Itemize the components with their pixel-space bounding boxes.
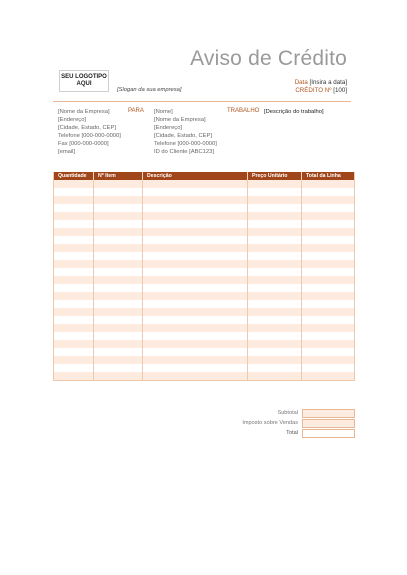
description-cell[interactable]: [143, 268, 248, 276]
sender-city: [Cidade, Estado, CEP]: [58, 125, 117, 131]
totals-block: [53, 409, 355, 439]
unit-price-cell[interactable]: [248, 196, 302, 204]
date-line: [295, 79, 347, 87]
item-number-cell[interactable]: [94, 228, 143, 236]
sender-block: [58, 108, 121, 156]
header-description: Descrição: [143, 172, 248, 180]
item-number-cell[interactable]: [94, 348, 143, 356]
credit-number-line: [295, 87, 347, 95]
item-number-cell[interactable]: [94, 332, 143, 340]
quantity-cell[interactable]: [54, 236, 94, 244]
quantity-cell[interactable]: [54, 284, 94, 292]
unit-price-cell[interactable]: [248, 292, 302, 300]
description-cell[interactable]: [143, 252, 248, 260]
line-total-cell[interactable]: [302, 204, 355, 212]
description-cell[interactable]: [143, 364, 248, 372]
description-cell[interactable]: [143, 228, 248, 236]
quantity-cell[interactable]: [54, 180, 94, 188]
quantity-cell[interactable]: [54, 228, 94, 236]
table-row: [54, 324, 355, 332]
tax-label: Imposto sobre Vendas: [242, 420, 298, 426]
line-total-cell[interactable]: [302, 340, 355, 348]
item-number-cell[interactable]: [94, 180, 143, 188]
table-row: [54, 244, 355, 252]
header-quantity: Quantidade: [54, 172, 94, 180]
item-number-cell[interactable]: [94, 372, 143, 381]
sender-address: [Endereço]: [58, 117, 87, 123]
recipient-block: [154, 108, 217, 156]
description-cell[interactable]: [143, 236, 248, 244]
line-items-table: [53, 172, 355, 381]
unit-price-cell[interactable]: [248, 276, 302, 284]
quantity-cell[interactable]: [54, 332, 94, 340]
line-total-cell[interactable]: [302, 276, 355, 284]
unit-price-cell[interactable]: [248, 236, 302, 244]
logo-placeholder: [59, 70, 109, 92]
sender-fax: Fax [000-000-0000]: [58, 141, 109, 147]
table-header-row: [54, 172, 355, 180]
unit-price-cell[interactable]: [248, 268, 302, 276]
logo-line-2: AQUI: [76, 81, 92, 87]
table-row: [54, 348, 355, 356]
unit-price-cell[interactable]: [248, 300, 302, 308]
description-cell[interactable]: [143, 188, 248, 196]
table-row: [54, 308, 355, 316]
recipient-phone: Telefone [000-000-0000]: [154, 141, 217, 147]
job-description: [Descrição do trabalho]: [264, 109, 324, 115]
quantity-cell[interactable]: [54, 204, 94, 212]
recipient-name: [Nome]: [154, 109, 173, 115]
table-row: [54, 180, 355, 188]
table-row: [54, 316, 355, 324]
table-row: [54, 204, 355, 212]
table-row: [54, 228, 355, 236]
table-row: [54, 300, 355, 308]
quantity-cell[interactable]: [54, 260, 94, 268]
line-total-cell[interactable]: [302, 292, 355, 300]
line-total-cell[interactable]: [302, 268, 355, 276]
unit-price-cell[interactable]: [248, 204, 302, 212]
quantity-cell[interactable]: [54, 348, 94, 356]
description-cell[interactable]: [143, 324, 248, 332]
unit-price-cell[interactable]: [248, 252, 302, 260]
quantity-cell[interactable]: [54, 196, 94, 204]
description-cell[interactable]: [143, 284, 248, 292]
unit-price-cell[interactable]: [248, 340, 302, 348]
unit-price-cell[interactable]: [248, 348, 302, 356]
total-label: Total: [286, 430, 298, 436]
table-row: [54, 364, 355, 372]
description-cell[interactable]: [143, 196, 248, 204]
description-cell[interactable]: [143, 180, 248, 188]
unit-price-cell[interactable]: [248, 284, 302, 292]
header-item-number: Nº Item: [94, 172, 143, 180]
to-label: PARA: [128, 108, 144, 114]
description-cell[interactable]: [143, 332, 248, 340]
item-number-cell[interactable]: [94, 292, 143, 300]
quantity-cell[interactable]: [54, 316, 94, 324]
recipient-address: [Endereço]: [154, 125, 183, 131]
description-cell[interactable]: [143, 340, 248, 348]
description-cell[interactable]: [143, 276, 248, 284]
line-total-cell[interactable]: [302, 316, 355, 324]
subtotal-label: Subtotal: [277, 410, 298, 416]
job-label: TRABALHO: [227, 108, 260, 114]
document-meta: [295, 79, 347, 94]
table-body: [54, 180, 355, 381]
credit-number-value: [100]: [333, 86, 347, 94]
table-row: [54, 220, 355, 228]
table-row: [54, 212, 355, 220]
credit-number-label: CRÉDITO Nº: [295, 86, 332, 94]
quantity-cell[interactable]: [54, 300, 94, 308]
header-line-total: Total da Linha: [302, 172, 355, 180]
tax-row: [53, 419, 355, 429]
unit-price-cell[interactable]: [248, 316, 302, 324]
description-cell[interactable]: [143, 292, 248, 300]
quantity-cell[interactable]: [54, 372, 94, 381]
header-divider: [53, 101, 351, 102]
item-number-cell[interactable]: [94, 324, 143, 332]
sender-company: [Nome da Empresa]: [58, 109, 110, 115]
line-total-cell[interactable]: [302, 356, 355, 364]
sender-email: [email]: [58, 149, 76, 155]
table-row: [54, 356, 355, 364]
item-number-cell[interactable]: [94, 204, 143, 212]
subtotal-row: [53, 409, 355, 419]
table-row: [54, 284, 355, 292]
line-total-cell[interactable]: [302, 220, 355, 228]
item-number-cell[interactable]: [94, 252, 143, 260]
quantity-cell[interactable]: [54, 268, 94, 276]
unit-price-cell[interactable]: [248, 260, 302, 268]
unit-price-cell[interactable]: [248, 372, 302, 381]
date-value: [Insira a data]: [309, 79, 347, 86]
unit-price-cell[interactable]: [248, 220, 302, 228]
table-row: [54, 372, 355, 381]
unit-price-cell[interactable]: [248, 212, 302, 220]
line-total-cell[interactable]: [302, 332, 355, 340]
item-number-cell[interactable]: [94, 260, 143, 268]
line-total-cell[interactable]: [302, 212, 355, 220]
header-unit-price: Preço Unitário: [248, 172, 302, 180]
item-number-cell[interactable]: [94, 220, 143, 228]
quantity-cell[interactable]: [54, 364, 94, 372]
item-number-cell[interactable]: [94, 212, 143, 220]
quantity-cell[interactable]: [54, 276, 94, 284]
item-number-cell[interactable]: [94, 236, 143, 244]
quantity-cell[interactable]: [54, 212, 94, 220]
description-cell[interactable]: [143, 372, 248, 381]
unit-price-cell[interactable]: [248, 356, 302, 364]
item-number-cell[interactable]: [94, 340, 143, 348]
quantity-cell[interactable]: [54, 340, 94, 348]
description-cell[interactable]: [143, 220, 248, 228]
description-cell[interactable]: [143, 244, 248, 252]
line-total-cell[interactable]: [302, 180, 355, 188]
unit-price-cell[interactable]: [248, 228, 302, 236]
line-total-cell[interactable]: [302, 260, 355, 268]
line-total-cell[interactable]: [302, 196, 355, 204]
quantity-cell[interactable]: [54, 220, 94, 228]
description-cell[interactable]: [143, 316, 248, 324]
table-row: [54, 196, 355, 204]
table-row: [54, 252, 355, 260]
recipient-client-id: ID do Cliente [ABC123]: [154, 149, 214, 155]
item-number-cell[interactable]: [94, 316, 143, 324]
item-number-cell[interactable]: [94, 300, 143, 308]
description-cell[interactable]: [143, 300, 248, 308]
table-row: [54, 188, 355, 196]
unit-price-cell[interactable]: [248, 324, 302, 332]
item-number-cell[interactable]: [94, 308, 143, 316]
logo-line-1: SEU LOGOTIPO: [61, 74, 107, 80]
quantity-cell[interactable]: [54, 252, 94, 260]
quantity-cell[interactable]: [54, 188, 94, 196]
table-row: [54, 276, 355, 284]
quantity-cell[interactable]: [54, 324, 94, 332]
description-cell[interactable]: [143, 204, 248, 212]
total-row: [53, 429, 355, 439]
total-value-cell[interactable]: [302, 429, 355, 438]
unit-price-cell[interactable]: [248, 308, 302, 316]
table-row: [54, 236, 355, 244]
unit-price-cell[interactable]: [248, 332, 302, 340]
document-title: Aviso de Crédito: [190, 47, 347, 70]
table-row: [54, 340, 355, 348]
line-total-cell[interactable]: [302, 364, 355, 372]
item-number-cell[interactable]: [94, 364, 143, 372]
line-total-cell[interactable]: [302, 300, 355, 308]
description-cell[interactable]: [143, 356, 248, 364]
table-row: [54, 260, 355, 268]
tax-value-cell[interactable]: [302, 419, 355, 428]
unit-price-cell[interactable]: [248, 364, 302, 372]
line-total-cell[interactable]: [302, 236, 355, 244]
quantity-cell[interactable]: [54, 244, 94, 252]
unit-price-cell[interactable]: [248, 244, 302, 252]
description-cell[interactable]: [143, 212, 248, 220]
sender-phone: Telefone [000-000-0000]: [58, 133, 121, 139]
date-label: Data: [294, 79, 308, 86]
table-row: [54, 268, 355, 276]
quantity-cell[interactable]: [54, 308, 94, 316]
quantity-cell[interactable]: [54, 356, 94, 364]
line-total-cell[interactable]: [302, 284, 355, 292]
item-number-cell[interactable]: [94, 196, 143, 204]
line-total-cell[interactable]: [302, 188, 355, 196]
line-total-cell[interactable]: [302, 228, 355, 236]
description-cell[interactable]: [143, 260, 248, 268]
line-total-cell[interactable]: [302, 308, 355, 316]
company-slogan: [Slogan da sua empresa]: [117, 87, 182, 93]
line-total-cell[interactable]: [302, 244, 355, 252]
table-row: [54, 332, 355, 340]
unit-price-cell[interactable]: [248, 180, 302, 188]
subtotal-value-cell[interactable]: [302, 409, 355, 418]
quantity-cell[interactable]: [54, 292, 94, 300]
line-total-cell[interactable]: [302, 372, 355, 381]
item-number-cell[interactable]: [94, 188, 143, 196]
description-cell[interactable]: [143, 308, 248, 316]
unit-price-cell[interactable]: [248, 188, 302, 196]
table-row: [54, 292, 355, 300]
item-number-cell[interactable]: [94, 356, 143, 364]
recipient-company: [Nome da Empresa]: [154, 117, 206, 123]
item-number-cell[interactable]: [94, 244, 143, 252]
line-total-cell[interactable]: [302, 252, 355, 260]
line-total-cell[interactable]: [302, 324, 355, 332]
recipient-city: [Cidade, Estado, CEP]: [154, 133, 213, 139]
item-number-cell[interactable]: [94, 268, 143, 276]
line-total-cell[interactable]: [302, 348, 355, 356]
item-number-cell[interactable]: [94, 284, 143, 292]
description-cell[interactable]: [143, 348, 248, 356]
item-number-cell[interactable]: [94, 276, 143, 284]
